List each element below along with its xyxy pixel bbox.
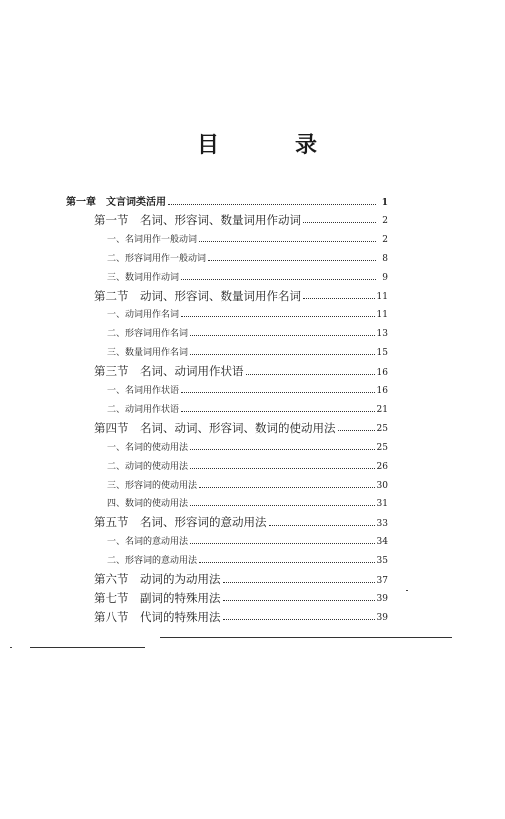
toc-entry-item xyxy=(107,463,388,472)
toc-entry-label: 一、名词的意动用法 xyxy=(107,537,189,548)
toc-entry-page: 13 xyxy=(376,329,388,340)
toc-entry-section xyxy=(94,366,388,378)
toc-entry-label: 二、形容词的意动用法 xyxy=(107,556,198,567)
toc-entry-section xyxy=(94,609,388,624)
toc-entry-page: 16 xyxy=(376,386,388,396)
toc-entry-section xyxy=(94,574,388,586)
dot-leader xyxy=(303,221,376,223)
bottom-rule-right xyxy=(160,637,452,638)
toc-entry-page: 30 xyxy=(376,480,388,491)
toc-entry-chapter xyxy=(66,198,388,208)
toc-entry-label: 一、名词用作状语 xyxy=(107,386,180,396)
toc-entry-label: 一、名词用作一般动词 xyxy=(107,234,198,245)
toc-entry-item xyxy=(107,500,388,509)
dot-leader xyxy=(199,240,376,242)
toc-entry-section xyxy=(94,517,388,529)
toc-entry-section xyxy=(94,288,388,303)
toc-entry-item xyxy=(107,444,388,453)
bottom-rule-left xyxy=(30,647,145,648)
scan-speck xyxy=(10,647,12,648)
toc-entry-item xyxy=(107,311,388,320)
dot-leader xyxy=(246,373,375,375)
toc-entry-label: 第一章 文言词类活用 xyxy=(66,197,166,208)
dot-leader xyxy=(208,259,376,261)
toc-entry-section xyxy=(94,212,388,227)
toc-entry-label: 第二节 动词、形容词、数量词用作名词 xyxy=(94,288,301,303)
toc-entry-page: 37 xyxy=(376,575,388,586)
toc-entry-page: 8 xyxy=(382,253,388,264)
toc-entry-label: 一、动词用作名词 xyxy=(107,310,180,321)
toc-entry-section xyxy=(94,590,388,605)
dot-leader xyxy=(190,334,375,336)
toc-entry-item xyxy=(107,274,388,283)
toc-entry-page: 11 xyxy=(376,310,388,321)
toc-entry-page: 39 xyxy=(376,613,388,624)
page-title xyxy=(197,128,317,159)
toc-entry-label: 三、数词用作动词 xyxy=(107,272,180,283)
toc-entry-page: 21 xyxy=(376,404,388,415)
dot-leader xyxy=(181,315,375,317)
toc-entry-label: 第三节 名词、动词用作状语 xyxy=(94,364,244,379)
dot-leader xyxy=(269,524,375,526)
toc-entry-page: 35 xyxy=(376,556,388,567)
toc-entry-label: 二、动词用作状语 xyxy=(107,404,180,415)
toc-entry-item xyxy=(107,538,388,547)
dot-leader xyxy=(223,599,375,601)
toc-entry-label: 四、数词的使动用法 xyxy=(107,499,189,510)
toc-entry-label: 第六节 动词的为动用法 xyxy=(94,572,221,586)
toc-entry-page: 9 xyxy=(382,272,388,283)
toc-entry-label: 三、形容词的使动用法 xyxy=(107,480,198,491)
scan-speck xyxy=(406,590,408,591)
dot-leader xyxy=(190,542,375,544)
toc-entry-label: 一、名词的使动用法 xyxy=(107,442,189,453)
toc-entry-label: 二、形容词用作名词 xyxy=(107,329,189,340)
toc-entry-item xyxy=(107,349,388,358)
toc-entry-page: 2 xyxy=(382,216,388,227)
toc-entry-item xyxy=(107,557,388,566)
toc-entry-page: 1 xyxy=(381,198,388,208)
toc-entry-item xyxy=(107,482,388,491)
toc-entry-page: 26 xyxy=(376,461,388,472)
dot-leader xyxy=(190,504,375,506)
toc-entry-label: 第一节 名词、形容词、数量词用作动词 xyxy=(94,212,301,227)
dot-leader xyxy=(168,203,376,205)
dot-leader xyxy=(181,391,375,393)
toc-entry-item xyxy=(107,406,388,415)
toc-entry-item xyxy=(107,330,388,339)
dot-leader xyxy=(199,486,375,488)
toc-entry-page: 31 xyxy=(376,499,388,510)
dot-leader xyxy=(338,429,375,431)
toc-entry-section xyxy=(94,420,388,435)
dot-leader xyxy=(181,410,375,412)
toc-entry-label: 二、形容词用作一般动词 xyxy=(107,253,207,264)
toc-entry-label: 第四节 名词、动词、形容词、数词的使动用法 xyxy=(94,420,336,435)
dot-leader xyxy=(190,448,375,450)
toc-entry-label: 第八节 代词的特殊用法 xyxy=(94,609,221,624)
toc-entry-label: 第七节 副词的特殊用法 xyxy=(94,590,221,605)
dot-leader xyxy=(190,467,375,469)
title-char-1: 目 xyxy=(197,133,220,158)
toc-entry-page: 15 xyxy=(376,348,388,359)
toc-entry-page: 34 xyxy=(376,537,388,548)
toc-entry-item xyxy=(107,255,388,264)
toc-entry-page: 11 xyxy=(376,292,388,302)
toc-entry-item xyxy=(107,236,388,245)
toc-entry-page: 33 xyxy=(376,518,388,529)
dot-leader xyxy=(190,353,375,355)
toc-entry-page: 25 xyxy=(376,442,388,453)
toc-entry-label: 三、数量词用作名词 xyxy=(107,348,189,359)
dot-leader xyxy=(181,278,376,280)
toc-entry-label: 二、动词的使动用法 xyxy=(107,461,189,472)
toc-entry-item xyxy=(107,387,388,396)
toc-entry-page: 39 xyxy=(376,594,388,605)
dot-leader xyxy=(223,618,375,620)
dot-leader xyxy=(199,561,375,563)
dot-leader xyxy=(223,581,375,583)
dot-leader xyxy=(303,297,375,299)
toc-entry-label: 第五节 名词、形容词的意动用法 xyxy=(94,515,267,530)
toc-entry-page: 2 xyxy=(382,234,388,245)
toc-entry-page: 16 xyxy=(376,367,388,378)
title-char-2: 录 xyxy=(294,133,317,158)
toc-entry-page: 25 xyxy=(376,424,388,435)
